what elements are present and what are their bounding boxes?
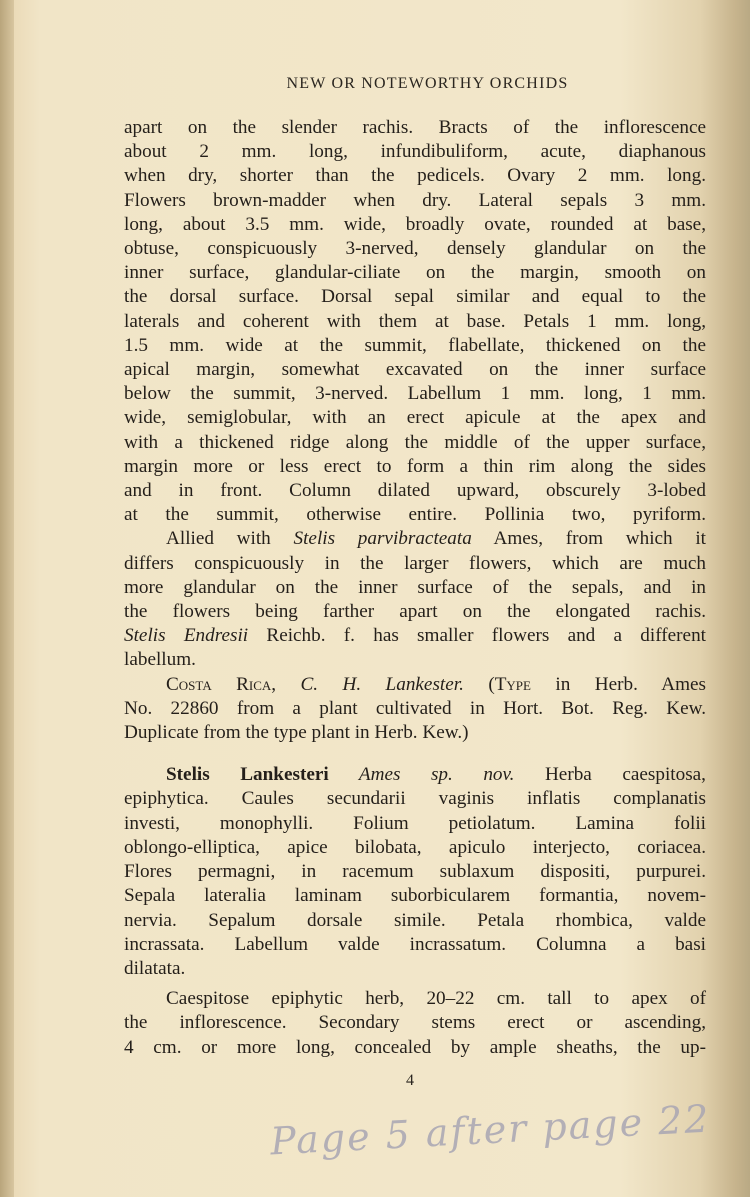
text-line: inner surface, glandular-ciliate on the margin, smooth on — [124, 262, 706, 284]
body-text — [124, 116, 706, 1060]
text-line: more glandular on the inner surface of the sepals, and in — [124, 576, 706, 598]
handwritten-note: Page 5 after page 22 — [269, 1096, 712, 1164]
text-line — [124, 624, 706, 648]
text-line: the inflorescence. Secondary stems erect or ascending, — [124, 1012, 706, 1034]
text-line: nervia. Sepalum dorsale simile. Petala rhombica, valde — [124, 909, 706, 931]
text-line: below the summit, 3-nerved. Labellum 1 mm. long, 1 mm. — [124, 383, 706, 405]
page-number: 4 — [406, 1072, 414, 1089]
paragraph-comparison — [124, 527, 706, 672]
species-name: Stelis Endresii — [124, 625, 249, 647]
text-line: epiphytica. Caules secundarii vaginis inflatis complanatis — [124, 788, 706, 810]
authority: Ames sp. nov. — [328, 764, 515, 786]
text-run: Herba caespitosa, — [514, 764, 706, 786]
text-line: with a thickened ridge along the middle of the upper surface, — [124, 431, 706, 453]
text-line: wide, semiglobular, with an erect apicule at the apex and — [124, 407, 706, 429]
text-line: dilatata. — [124, 957, 186, 979]
text-line: Duplicate from the type plant in Herb. Kew.) — [124, 722, 469, 744]
text-line: oblongo-elliptica, apice bilobata, apiculo interjecto, coriacea. — [124, 836, 706, 858]
text-line: 4 cm. or more long, concealed by ample sheaths, the up- — [124, 1036, 706, 1058]
text-line: labellum. — [124, 649, 196, 671]
text-line: Flowers brown-madder when dry. Lateral sepals 3 mm. — [124, 189, 706, 211]
text-run: ( — [463, 673, 495, 695]
species-name: Stelis parvibracteata — [293, 528, 472, 550]
text-line — [124, 763, 706, 787]
text-line: Flores permagni, in racemum sublaxum dispositi, purpurei. — [124, 861, 706, 883]
collector-name: C. H. Lankester. — [276, 673, 464, 695]
text-run: Ames, from which it — [471, 528, 707, 550]
text-line: margin more or less erect to form a thin rim along the sides — [124, 455, 706, 477]
running-header: NEW OR NOTEWORTHY ORCHIDS — [286, 75, 569, 92]
type-label: Type — [494, 673, 531, 695]
text-line — [124, 673, 706, 697]
text-line: investi, monophylli. Folium petiolatum. Lamina folii — [124, 812, 706, 834]
text-line: differs conspicuously in the larger flowers, which are much — [124, 552, 706, 574]
section-gap — [124, 745, 706, 763]
text-line: apart on the slender rachis. Bracts of the inflorescence — [124, 117, 706, 138]
paragraph-latin-diagnosis — [124, 763, 706, 981]
text-line: about 2 mm. long, infundibuliform, acute, diaphanous — [124, 141, 706, 163]
text-run: Allied with — [166, 528, 294, 550]
text-line: obtuse, conspicuously 3-nerved, densely glandular on the — [124, 238, 706, 260]
text-line: long, about 3.5 mm. wide, broadly ovate, rounded at base, — [124, 213, 706, 235]
species-heading: Stelis Lankesteri — [166, 764, 329, 786]
text-line: the flowers being farther apart on the elongated rachis. — [124, 601, 706, 623]
paragraph-english-description — [124, 987, 706, 1060]
text-line: laterals and coherent with them at base. Petals 1 mm. long, — [124, 310, 706, 332]
paragraph-specimen — [124, 673, 706, 746]
text-line: incrassata. Labellum valde incrassatum. Columna a basi — [124, 933, 706, 955]
text-line: and in front. Column dilated upward, obscurely 3-lobed — [124, 480, 706, 502]
text-run: Reichb. f. has smaller flowers and a different — [248, 625, 706, 647]
text-run: in Herb. Ames — [530, 673, 706, 695]
text-line: No. 22860 from a plant cultivated in Hort. Bot. Reg. Kew. — [124, 697, 706, 719]
text-line: 1.5 mm. wide at the summit, flabellate, thickened on the — [124, 334, 706, 356]
locality: Costa Rica, — [166, 673, 277, 695]
text-line — [124, 527, 706, 551]
text-line: Caespitose epiphytic herb, 20–22 cm. tall to apex of — [166, 988, 706, 1010]
text-line: apical margin, somewhat excavated on the inner surface — [124, 359, 706, 381]
text-line: Sepala lateralia laminam suborbicularem formantia, novem- — [124, 885, 706, 907]
text-line: the dorsal surface. Dorsal sepal similar and equal to the — [124, 286, 706, 308]
text-line: at the summit, otherwise entire. Pollinia two, pyriform. — [124, 504, 706, 526]
text-line: when dry, shorter than the pedicels. Ovary 2 mm. long. — [124, 165, 706, 187]
paragraph-description-continued — [124, 116, 706, 527]
